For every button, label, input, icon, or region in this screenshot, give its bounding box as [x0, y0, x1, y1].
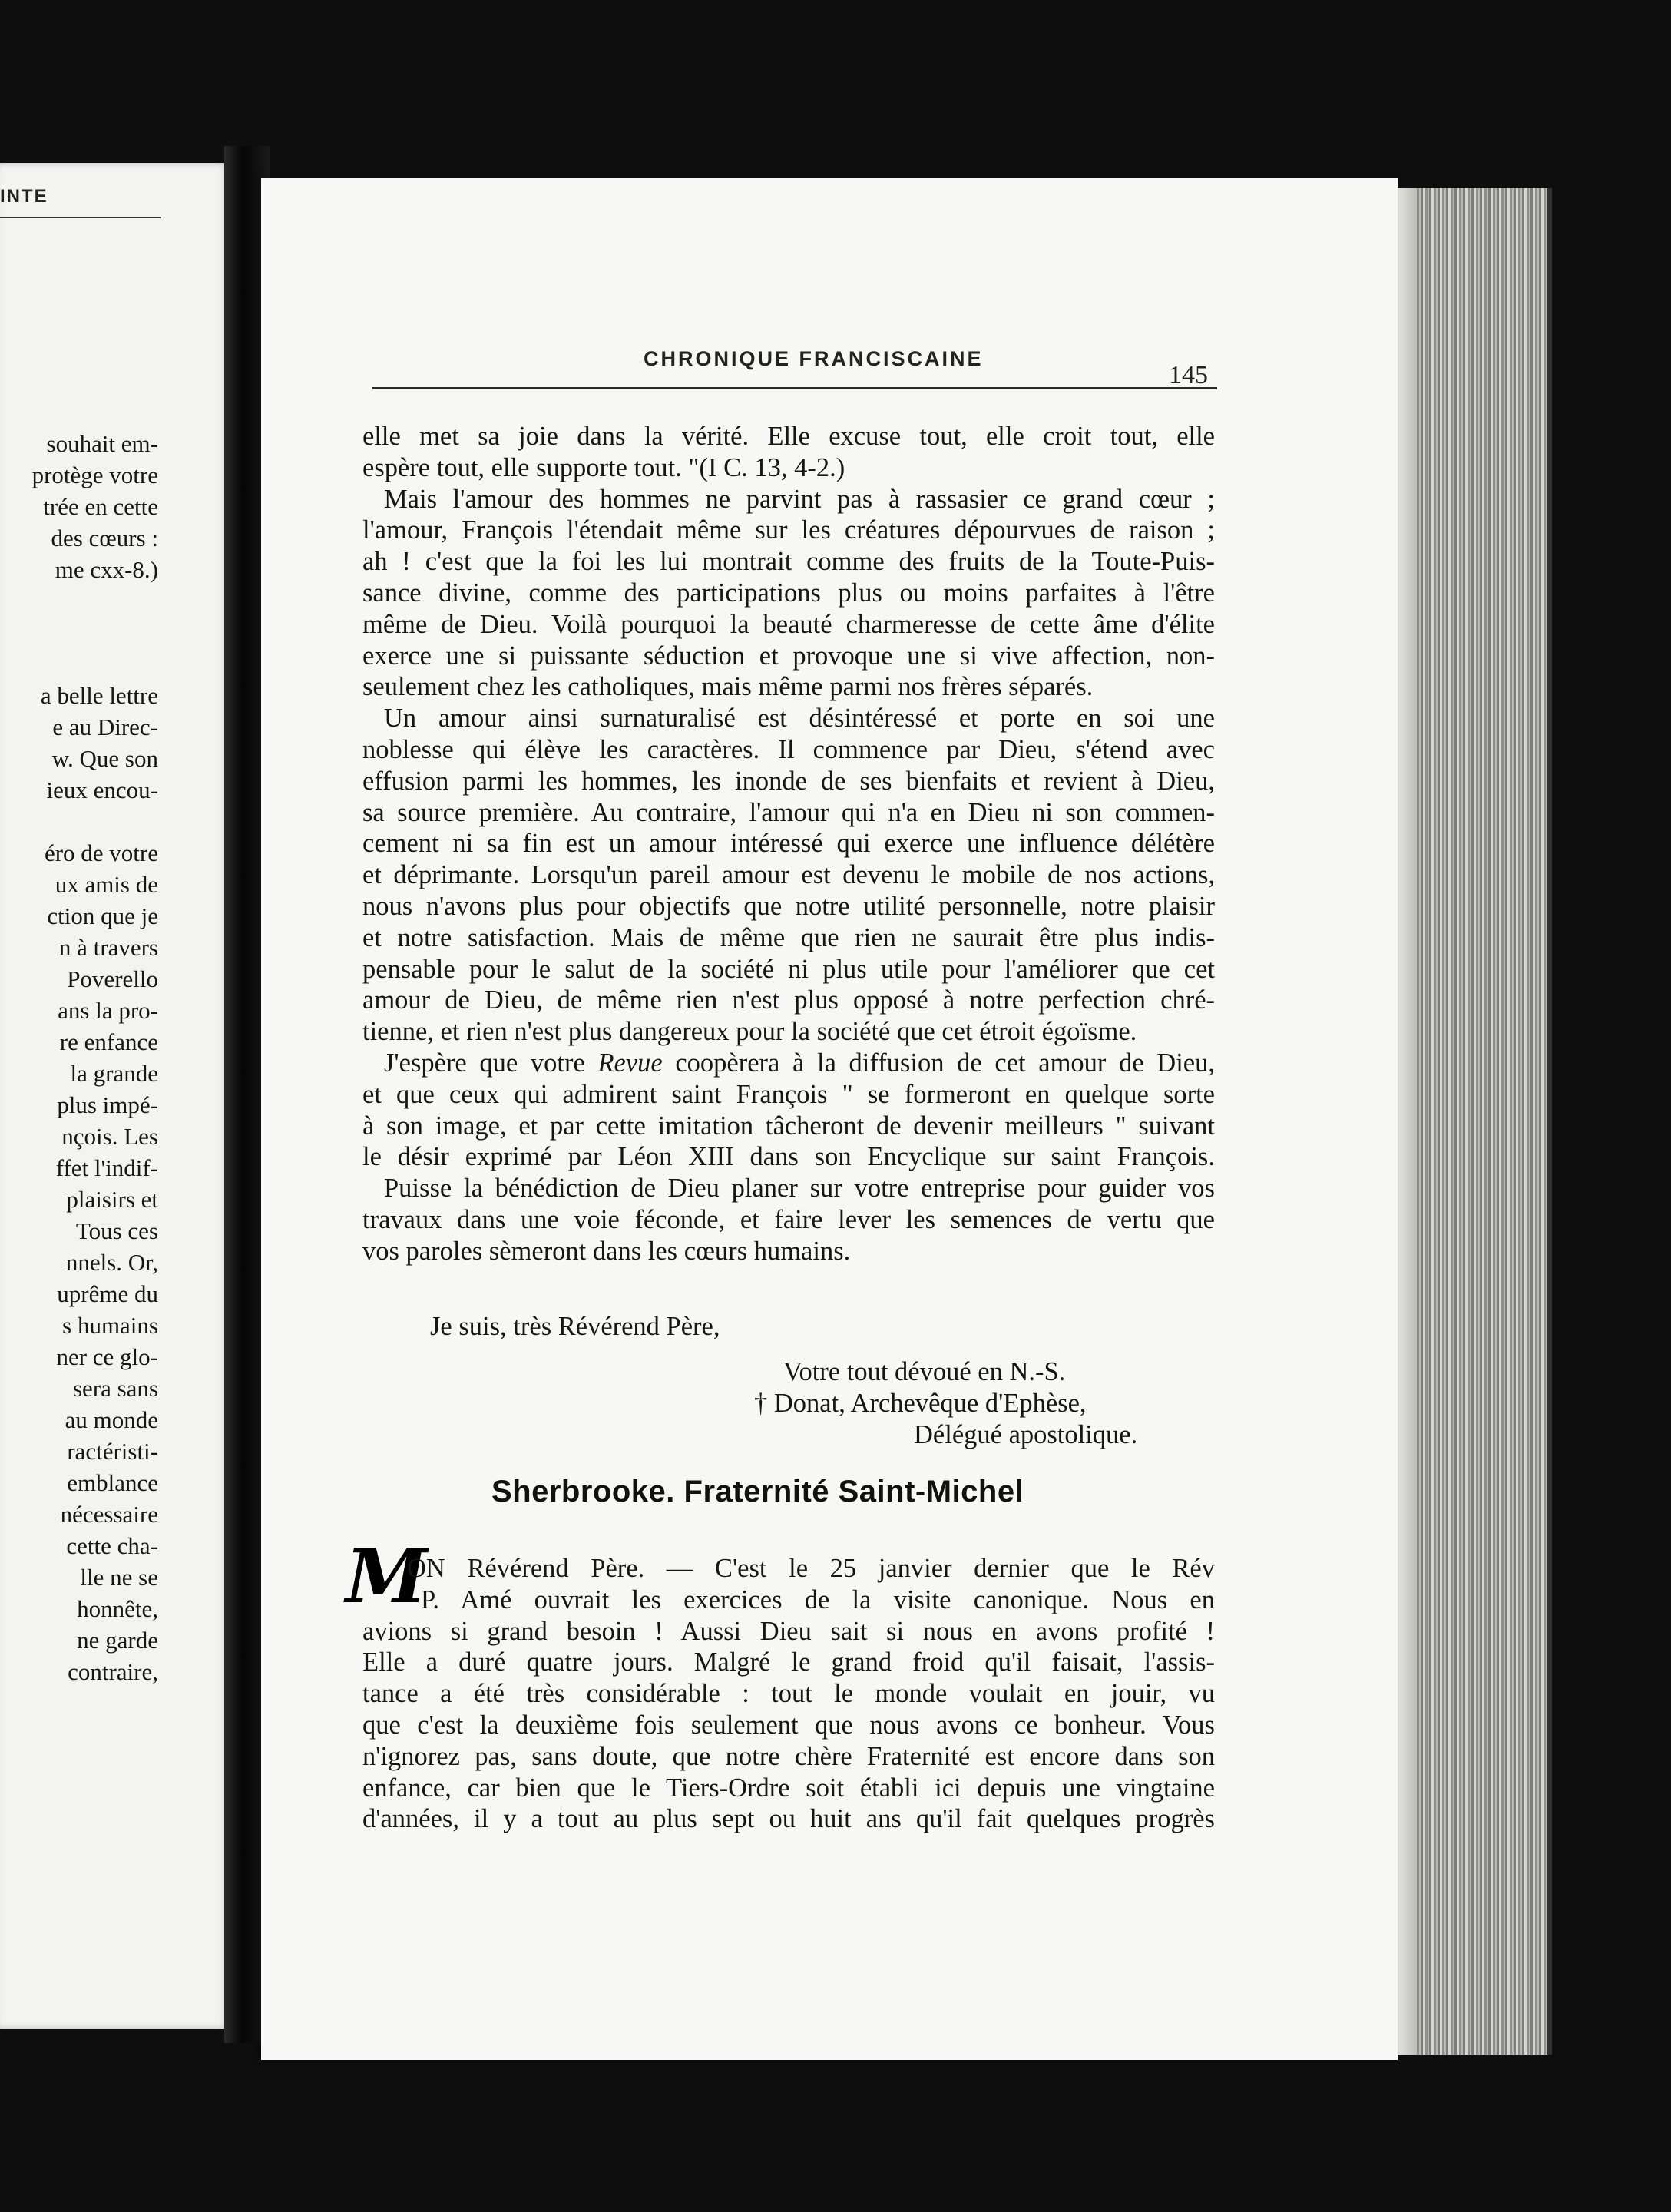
- body-line: tienne, et rien n'est plus dangereux pour la société que cet étroit égoïsme.: [362, 1017, 1137, 1047]
- left-page-line: Tous ces: [75, 1217, 158, 1244]
- body-line: sance divine, comme des participations plus ou moins parfaites à l'être: [362, 578, 1215, 608]
- section-line: d'années, il y a tout au plus sept ou huit ans qu'il fait quelques progrès: [362, 1804, 1215, 1834]
- left-page-line: souhait em-: [46, 430, 158, 457]
- salutation: Je suis, très Révérend Père,: [430, 1312, 720, 1341]
- body-line: l'amour, François l'étendait même sur les créatures dépourvues de raison ;: [362, 515, 1215, 545]
- left-page-line: protège votre: [31, 462, 158, 488]
- left-page-line: éro de votre: [44, 839, 158, 866]
- section-line: P. Amé ouvrait les exercices de la visite canonique. Nous en: [421, 1584, 1215, 1614]
- left-page-line: ractéristi-: [67, 1438, 158, 1465]
- page-number: 145: [1169, 361, 1208, 389]
- left-page-line: me cxx-8.): [55, 556, 158, 583]
- left-page-line: ans la pro-: [58, 997, 158, 1024]
- left-header-rule: [0, 217, 161, 218]
- left-page-line: emblance: [67, 1469, 158, 1496]
- left-page-line: n à travers: [58, 934, 158, 961]
- left-page-line: ux amis de: [55, 871, 158, 898]
- section-line: Elle a duré quatre jours. Malgré le grand froid qu'il faisait, l'assis-: [362, 1647, 1215, 1677]
- body-line: ah ! c'est que la foi les lui montrait comme des fruits de la Toute-Puis-: [362, 547, 1215, 577]
- section-title: Sherbrooke. Fraternité Saint-Michel: [491, 1475, 1024, 1508]
- body-line: le désir exprimé par Léon XIII dans son Encyclique sur saint François.: [362, 1142, 1215, 1172]
- left-page-line: re enfance: [59, 1028, 158, 1055]
- body-line: sa source première. Au contraire, l'amour qui n'a en Dieu ni son commen-: [362, 797, 1215, 827]
- left-page-line: contraire,: [68, 1658, 158, 1685]
- section-line: tance a été très considérable : tout le monde voulait en jouir, vu: [362, 1679, 1215, 1709]
- body-line: et déprimante. Lorsqu'un pareil amour est devenu le mobile de nos actions,: [362, 860, 1215, 890]
- body-line: seulement chez les catholiques, mais même parmi nos frères séparés.: [362, 672, 1094, 702]
- left-page-line: ne garde: [77, 1627, 158, 1654]
- body-line: espère tout, elle supporte tout. "(I C. 13, 4-2.): [362, 452, 845, 482]
- body-line: et que ceux qui admirent saint François " se formeront en quelque sorte: [362, 1079, 1215, 1109]
- left-page-line: s humains: [62, 1312, 158, 1339]
- body-line: à son image, et par cette imitation tâcheront de devenir meilleurs " suivant: [362, 1111, 1215, 1141]
- left-page-line: a belle lettre: [40, 682, 158, 709]
- section-line: avions si grand besoin ! Aussi Dieu sait si nous en avons profité !: [362, 1616, 1215, 1646]
- signature-line-1: Votre tout dévoué en N.-S.: [783, 1357, 1066, 1386]
- body-line: nous n'avons plus pour objectifs que notre utilité personnelle, notre plaisir: [362, 892, 1215, 921]
- running-head: CHRONIQUE FRANCISCAINE: [644, 347, 984, 370]
- left-page-line: ner ce glo-: [56, 1343, 158, 1370]
- left-page-line: e au Direc-: [52, 714, 158, 740]
- left-page-line: plaisirs et: [66, 1186, 158, 1213]
- left-page-line: nécessaire: [60, 1501, 158, 1528]
- body-line: Un amour ainsi surnaturalisé est désintéressé et porte en soi une: [384, 704, 1215, 733]
- section-line: enfance, car bien que le Tiers-Ordre soit établi ici depuis une vingtaine: [362, 1773, 1215, 1803]
- left-page-line: ction que je: [47, 902, 158, 929]
- body-line: elle met sa joie dans la vérité. Elle excuse tout, elle croit tout, elle: [362, 422, 1215, 451]
- left-page-line: au monde: [65, 1406, 158, 1433]
- body-line: pensable pour le salut de la société ni plus utile pour l'améliorer que cet: [362, 954, 1215, 984]
- signature-line-3: Délégué apostolique.: [914, 1420, 1138, 1449]
- section-line: que c'est la deuxième fois seulement que nous avons ce bonheur. Vous: [362, 1710, 1215, 1740]
- left-page-line: ffet l'indif-: [55, 1154, 158, 1181]
- left-page-line: la grande: [70, 1060, 158, 1087]
- left-page-line: ieux encou-: [46, 777, 158, 803]
- left-page-line: Poverello: [67, 965, 158, 992]
- body-line: Mais l'amour des hommes ne parvint pas à rassasier ce grand cœur ;: [384, 484, 1215, 514]
- body-line: vos paroles sèmeront dans les cœurs humains.: [362, 1236, 851, 1266]
- body-line: J'espère que votre Revue coopèrera à la diffusion de cet amour de Dieu,: [384, 1048, 1215, 1078]
- body-line: et notre satisfaction. Mais de même que rien ne saurait être plus indis-: [362, 922, 1215, 952]
- body-line: même de Dieu. Voilà pourquoi la beauté charmeresse de cette âme d'élite: [362, 609, 1215, 639]
- drop-cap: M: [346, 1533, 428, 1620]
- left-page-line: des cœurs :: [51, 525, 158, 551]
- body-line: Puisse la bénédiction de Dieu planer sur votre entreprise pour guider vos: [384, 1174, 1215, 1204]
- left-page-line: sera sans: [72, 1375, 158, 1402]
- left-running-head: INTE: [0, 186, 48, 207]
- body-line: effusion parmi les hommes, les inonde de ses bienfaits et revient à Dieu,: [362, 766, 1215, 796]
- left-page-line: lle ne se: [80, 1564, 158, 1591]
- section-line: n'ignorez pas, sans doute, que notre chère Fraternité est encore dans son: [362, 1741, 1215, 1771]
- left-page-line: cette cha-: [66, 1532, 158, 1559]
- left-page-line: w. Que son: [51, 745, 158, 772]
- left-page-line: uprême du: [57, 1280, 158, 1307]
- body-line: amour de Dieu, de même rien n'est plus opposé à notre perfection chré-: [362, 985, 1215, 1015]
- header-rule: [372, 387, 1217, 389]
- left-page-line: trée en cette: [43, 493, 158, 520]
- body-line: exerce une si puissante séduction et provoque une si vive affection, non-: [362, 641, 1215, 671]
- left-page-line: plus impé-: [57, 1091, 158, 1118]
- left-page-line: honnête,: [77, 1595, 158, 1622]
- body-line: cement ni sa fin est un amour intéressé qui exerce une influence délétère: [362, 829, 1215, 859]
- book-page-edges: [1394, 188, 1552, 2055]
- section-line: ON Révérend Père. — C'est le 25 janvier dernier que le Rév: [407, 1554, 1215, 1583]
- body-line: travaux dans une voie féconde, et faire lever les semences de vertu que: [362, 1205, 1215, 1234]
- body-line: noblesse qui élève les caractères. Il commence par Dieu, s'étend avec: [362, 735, 1215, 764]
- left-page-line: nnels. Or,: [65, 1249, 158, 1276]
- left-page-line: nçois. Les: [61, 1123, 158, 1150]
- signature-line-2: † Donat, Archevêque d'Ephèse,: [754, 1389, 1087, 1418]
